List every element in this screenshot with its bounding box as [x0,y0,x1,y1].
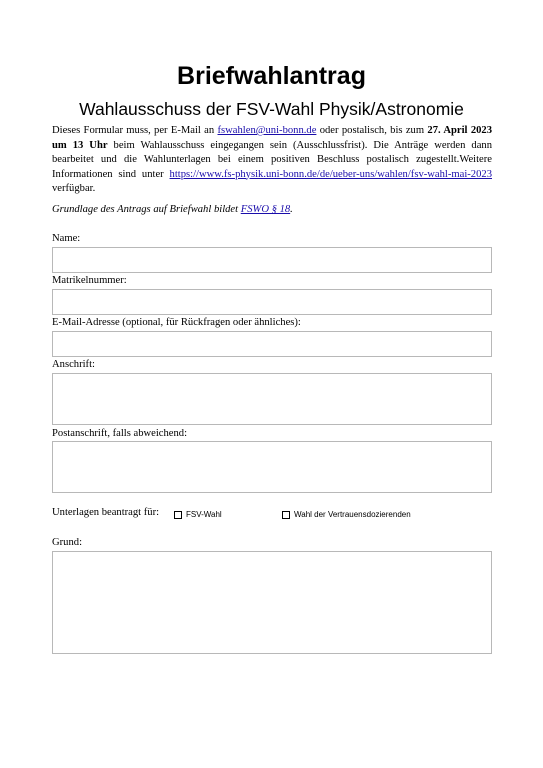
document-title: Briefwahlantrag [177,62,366,90]
address-label: Anschrift: [52,359,95,370]
fsv-wahl-option[interactable] [174,510,222,519]
intro-text-5: verfügbar. [52,183,96,194]
fsv-wahl-checkbox[interactable] [174,511,182,519]
postal-address-label: Postanschrift, falls abweichend: [52,428,188,439]
fsv-wahl-label: FSV-Wahl [186,510,222,519]
intro-paragraph [52,124,492,197]
address-field[interactable] [52,373,492,425]
intro-text-4: beim Wahlausschuss eingegangen sein (Ausschlussfrist). Die Anträge werden dann bearbeitet und die Wahlunterlagen bei einem positiven Beschluss postalisch zugestellt.Weitere Informationen sind unter [52,139,492,180]
matrikel-field[interactable] [52,289,492,315]
name-field[interactable] [52,247,492,273]
email-link[interactable]: fswahlen@uni-bonn.de [217,125,317,136]
info-url-link[interactable]: https://www.fs-physik.uni-bonn.de/de/ueber-uns/wahlen/fsv-wahl-mai-2023 [169,168,492,180]
intro-text-1: Dieses Formular muss, per E-Mail an [52,125,218,136]
basis-text: Grundlage des Antrags auf Briefwahl bildet [52,204,241,215]
email-field[interactable] [52,331,492,357]
reason-field[interactable] [52,551,492,654]
vertrauensdozierende-checkbox[interactable] [282,511,290,519]
postal-address-field[interactable] [52,441,492,493]
email-label: E-Mail-Adresse (optional, für Rückfragen oder ähnliches): [52,317,301,328]
intro-text-2: oder postalisch, bis zum [316,125,428,136]
reason-label: Grund: [52,537,83,548]
request-label: Unterlagen beantragt für: [52,507,160,518]
fswo-link[interactable]: FSWO § 18 [240,204,291,215]
basis-end: . [290,204,293,215]
document-subtitle: Wahlausschuss der FSV-Wahl Physik/Astronomie [79,99,464,119]
matrikel-label: Matrikelnummer: [52,275,127,286]
name-label: Name: [52,233,81,244]
deadline-time: 13 Uhr [72,139,108,151]
intro-text-3: um [52,139,73,151]
basis-paragraph [52,203,492,218]
vertrauensdozierende-label: Wahl der Vertrauensdozierenden [294,510,411,519]
deadline-date: 27. April 2023 [427,125,493,136]
vertrauensdozierende-option[interactable] [282,510,411,519]
